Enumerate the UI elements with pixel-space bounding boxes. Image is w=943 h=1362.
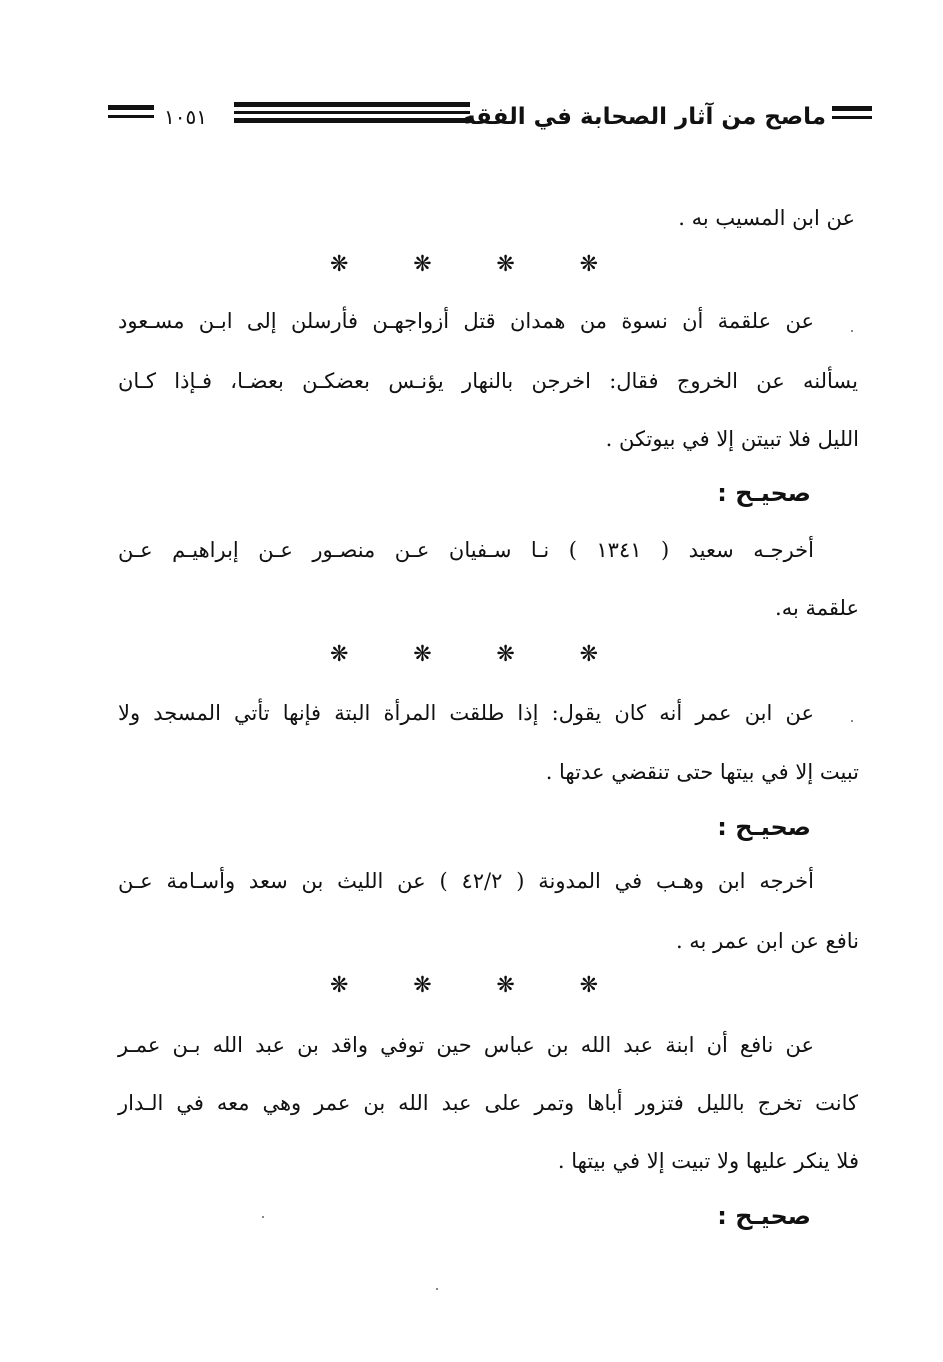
separator-stars bbox=[330, 252, 598, 278]
ornament-icon: ❋ bbox=[579, 973, 598, 998]
text-line: يسألنه عن الخروج فقال: اخرجن بالنهار يؤنـس بعضكـن بعضـا، فـإذا كـان bbox=[118, 369, 858, 393]
grading-label: صحيـح : bbox=[717, 479, 811, 507]
text-line: عن ابن المسيب به . bbox=[678, 206, 855, 230]
page-number: ١٠٥١ bbox=[164, 105, 207, 129]
text-line: عن ابن عمر أنه كان يقول: إذا طلقت المرأة البتة فإنها تأتي المسجد ولا bbox=[118, 701, 814, 725]
text-line: الليل فلا تبيتن إلا في بيوتكن . bbox=[605, 427, 859, 451]
ornament-icon: ❋ bbox=[579, 252, 598, 277]
text-line: علقمة به. bbox=[775, 596, 859, 620]
ornament-icon: ❋ bbox=[496, 642, 515, 667]
book-title: ماصح من آثار الصحابة في الفقه bbox=[462, 104, 826, 130]
header-rule-left-top bbox=[108, 105, 154, 110]
ornament-icon: ❋ bbox=[579, 642, 598, 667]
ornament-icon: ❋ bbox=[496, 252, 515, 277]
scan-speck bbox=[262, 1216, 264, 1218]
text-line: كانت تخرج بالليل فتزور أباها وتمر على عبد الله بن عمر وهي معه في الـدار bbox=[118, 1091, 858, 1115]
scan-speck bbox=[436, 1288, 438, 1290]
ornament-icon: ❋ bbox=[330, 252, 349, 277]
text-line: فلا ينكر عليها ولا تبيت إلا في بيتها . bbox=[557, 1149, 859, 1173]
running-header bbox=[108, 98, 872, 138]
ornament-icon: ❋ bbox=[413, 252, 432, 277]
separator-stars bbox=[330, 973, 598, 999]
header-rule-left-bottom bbox=[108, 115, 154, 118]
text-line: أخرجـه سعيد ( ١٣٤١ ) نـا سـفيان عـن منصـور عـن إبراهيـم عـن bbox=[118, 538, 814, 562]
grading-label: صحيـح : bbox=[717, 813, 811, 841]
text-line: أخرجه ابن وهـب في المدونة ( ٤٢/٢ ) عن الليث بن سعد وأسـامة عـن bbox=[118, 869, 814, 893]
separator-stars bbox=[330, 642, 598, 668]
text-line: عن علقمة أن نسوة من همدان قتل أزواجهـن فأرسلن إلى ابـن مسـعود bbox=[118, 309, 814, 333]
header-rule-middle-top bbox=[234, 102, 470, 107]
grading-label: صحيـح : bbox=[717, 1202, 811, 1230]
text-line: عن نافع أن ابنة عبد الله بن عباس حين توفي واقد بن عبد الله بـن عمـر bbox=[118, 1033, 814, 1057]
scan-speck bbox=[851, 330, 853, 332]
header-rule-middle-bottom bbox=[234, 118, 470, 123]
scan-speck bbox=[851, 720, 853, 722]
ornament-icon: ❋ bbox=[413, 642, 432, 667]
header-rule-middle-mid bbox=[234, 111, 470, 114]
ornament-icon: ❋ bbox=[413, 973, 432, 998]
ornament-icon: ❋ bbox=[330, 642, 349, 667]
ornament-icon: ❋ bbox=[496, 973, 515, 998]
ornament-icon: ❋ bbox=[330, 973, 349, 998]
header-rule-right-top bbox=[832, 106, 872, 111]
header-rule-right-bottom bbox=[832, 116, 872, 119]
text-line: نافع عن ابن عمر به . bbox=[675, 929, 859, 953]
text-line: تبيت إلا في بيتها حتى تنقضي عدتها . bbox=[545, 760, 859, 784]
